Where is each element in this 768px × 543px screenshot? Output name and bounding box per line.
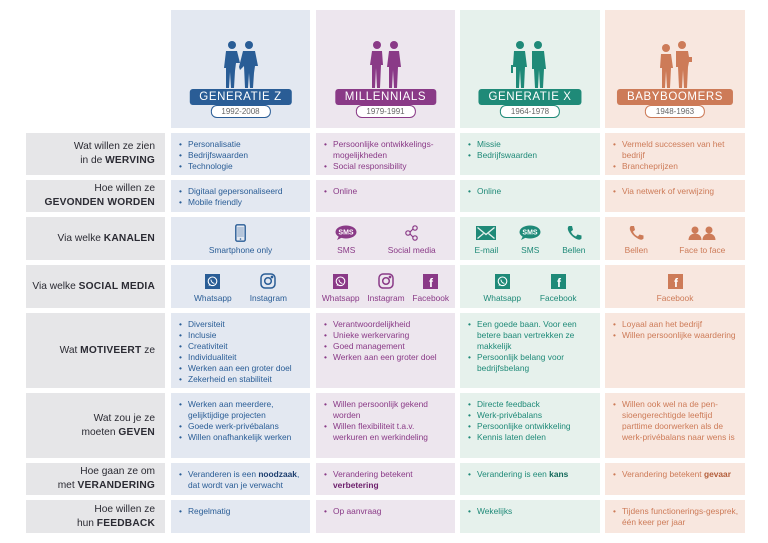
cell-geven-x <box>460 393 600 458</box>
bullet-list: • Persoonlijke ontwikkelings-mogelijkheden • Social responsibility <box>316 133 455 172</box>
cell-feedback-b <box>605 500 745 533</box>
generation-name: GENERATIE X <box>478 89 581 105</box>
bullet-list: • Veranderen is een noodzaak, dat wordt van je verwacht <box>171 463 310 491</box>
cell-motiveert-b <box>605 313 745 388</box>
generation-name: BABYBOOMERS <box>617 89 733 105</box>
svg-text:f: f <box>429 275 434 289</box>
people-handshake-icon <box>219 40 263 88</box>
channel-bellen: Bellen <box>625 224 648 255</box>
bullet-list: • Verandering betekent gevaar <box>605 463 745 480</box>
cell-kanalen-x <box>460 217 600 260</box>
cell-social-b <box>605 265 745 308</box>
bullet-list: • Personalisatie • Bedrijfswaarden • Technologie <box>171 133 310 172</box>
channel-email: E-mail <box>474 224 498 255</box>
cell-verandering-m <box>316 463 455 495</box>
cell-motiveert-m <box>316 313 455 388</box>
bullet-list: • Loyaal aan het bedrijf • Willen persoonlijke waardering <box>605 313 745 341</box>
cell-werving-z <box>171 133 310 175</box>
cell-kanalen-m <box>316 217 455 260</box>
cell-gevonden-b <box>605 180 745 212</box>
row-label-verandering: Hoe gaan ze om met VERANDERING <box>26 463 165 495</box>
bullet-list: • Willen persoonlijk gekend worden • Willen flexibiliteit t.a.v. werkuren en werkindeling <box>316 393 455 443</box>
channel-bellen: Bellen <box>562 224 585 255</box>
row-label-geven: Wat zou je ze moeten GEVEN <box>26 393 165 458</box>
people-icon <box>688 224 716 242</box>
channel-face-to-face: Face to face <box>679 224 725 255</box>
cell-geven-b <box>605 393 745 458</box>
bullet-list: • Werken aan meerdere, gelijktijdige projecten • Goede werk-privébalans • Willen onafhankelijk werken <box>171 393 310 443</box>
bullet-list: • Via netwerk of verwijzing <box>605 180 745 197</box>
bullet-list: • Willen ook wel na de pen-sioengerechtigde leeftijd parttime doorwerken als de werk-privébalans naar wens is <box>605 393 745 443</box>
bullet-list: • Diversiteit • Inclusie • Creativiteit • Individualiteit • Werken aan een groter doel • Zekerheid en stabiliteit <box>171 313 310 385</box>
generation-years: 1979-1991 <box>355 105 415 118</box>
social-facebook: f Facebook <box>657 272 694 303</box>
svg-text:f: f <box>556 275 561 289</box>
cell-verandering-x <box>460 463 600 495</box>
cell-gevonden-x <box>460 180 600 212</box>
whatsapp-icon <box>205 272 220 290</box>
bullet-list: • Online <box>460 180 600 197</box>
social-instagram: Instagram <box>367 272 404 303</box>
whatsapp-icon <box>333 272 348 290</box>
social-whatsapp: Whatsapp <box>483 272 521 303</box>
cell-social-m <box>316 265 455 308</box>
bullet-list: • Verandering betekent verbetering <box>316 463 455 491</box>
people-standing-icon <box>368 40 404 88</box>
bullet-list: • Verantwoordelijkheid • Unieke werkervaring • Goed management • Werken aan een groter doel <box>316 313 455 363</box>
channel-smartphone: Smartphone only <box>209 224 272 255</box>
cell-kanalen-z <box>171 217 310 260</box>
channel-social-media: Social media <box>388 224 436 255</box>
row-label-gevonden: Hoe willen ze GEVONDEN WORDEN <box>26 180 165 212</box>
header-generatie-x <box>460 10 600 128</box>
social-facebook: f Facebook <box>540 272 577 303</box>
whatsapp-icon <box>495 272 510 290</box>
cell-geven-m <box>316 393 455 458</box>
bullet-list: • Vermeld successen van het bedrijf • Brancheprijzen <box>605 133 745 172</box>
header-millennials <box>316 10 455 128</box>
svg-text:SMS: SMS <box>338 229 354 237</box>
cell-feedback-m <box>316 500 455 533</box>
row-label-feedback: Hoe willen ze hun FEEDBACK <box>26 500 165 533</box>
cell-werving-m <box>316 133 455 175</box>
cell-social-x <box>460 265 600 308</box>
facebook-icon <box>668 272 683 290</box>
cell-geven-z <box>171 393 310 458</box>
facebook-icon <box>551 272 566 290</box>
cell-werving-x <box>460 133 600 175</box>
social-instagram: Instagram <box>250 272 287 303</box>
social-facebook: f Facebook <box>412 272 449 303</box>
social-whatsapp: Whatsapp <box>194 272 232 303</box>
bullet-list: • Een goede baan. Voor een betere baan vertrekken ze makkelijk • Persoonlijk belang voor bedrijfsbelang <box>460 313 600 374</box>
social-whatsapp: Whatsapp <box>322 272 360 303</box>
facebook-icon <box>423 272 438 290</box>
bullet-list: • Online <box>316 180 455 197</box>
cell-gevonden-m <box>316 180 455 212</box>
share-icon <box>404 224 420 242</box>
sms-icon <box>519 224 541 242</box>
header-babyboomers <box>605 10 745 128</box>
generation-years: 1948-1963 <box>645 105 705 118</box>
generation-years: 1992-2008 <box>210 105 270 118</box>
svg-text:SMS: SMS <box>522 229 538 237</box>
cell-feedback-z <box>171 500 310 533</box>
bullet-list: • Verandering is een kans <box>460 463 600 480</box>
cell-verandering-z <box>171 463 310 495</box>
bullet-list: • Directe feedback • Werk-privébalans • Persoonlijke ontwikkeling • Kennis laten delen <box>460 393 600 443</box>
generation-years: 1964-1978 <box>500 105 560 118</box>
channel-sms: SMS SMS <box>335 224 357 255</box>
cell-motiveert-z <box>171 313 310 388</box>
row-label-motiveert: Wat MOTIVEERT ze <box>26 313 165 388</box>
people-reading-icon <box>657 40 693 88</box>
bullet-list: • Missie • Bedrijfswaarden <box>460 133 600 161</box>
sms-icon <box>335 224 357 242</box>
svg-text:f: f <box>673 275 678 289</box>
cell-werving-b <box>605 133 745 175</box>
bullet-list: • Wekelijks <box>460 500 600 517</box>
row-label-werving: Wat willen ze zien in de WERVING <box>26 133 165 175</box>
header-generatie-z <box>171 10 310 128</box>
cell-motiveert-x <box>460 313 600 388</box>
people-briefcase-icon <box>510 40 550 88</box>
instagram-icon <box>260 272 276 290</box>
bullet-list: • Tijdens functionerings-gesprek, één keer per jaar <box>605 500 745 528</box>
row-label-kanalen: Via welke KANALEN <box>26 217 165 260</box>
cell-feedback-x <box>460 500 600 533</box>
channel-sms: SMS SMS <box>519 224 541 255</box>
cell-gevonden-z <box>171 180 310 212</box>
generation-name: GENERATIE Z <box>189 89 291 105</box>
cell-verandering-b <box>605 463 745 495</box>
cell-social-z <box>171 265 310 308</box>
bullet-list: • Digitaal gepersonaliseerd • Mobile friendly <box>171 180 310 208</box>
bullet-list: • Op aanvraag <box>316 500 455 517</box>
phone-icon <box>566 224 582 242</box>
cell-kanalen-b <box>605 217 745 260</box>
instagram-icon <box>378 272 394 290</box>
email-icon <box>476 224 496 242</box>
generation-name: MILLENNIALS <box>335 89 436 105</box>
phone-icon <box>628 224 644 242</box>
row-label-social-media: Via welke SOCIAL MEDIA <box>26 265 165 308</box>
smartphone-icon <box>235 224 246 242</box>
bullet-list: • Regelmatig <box>171 500 310 517</box>
